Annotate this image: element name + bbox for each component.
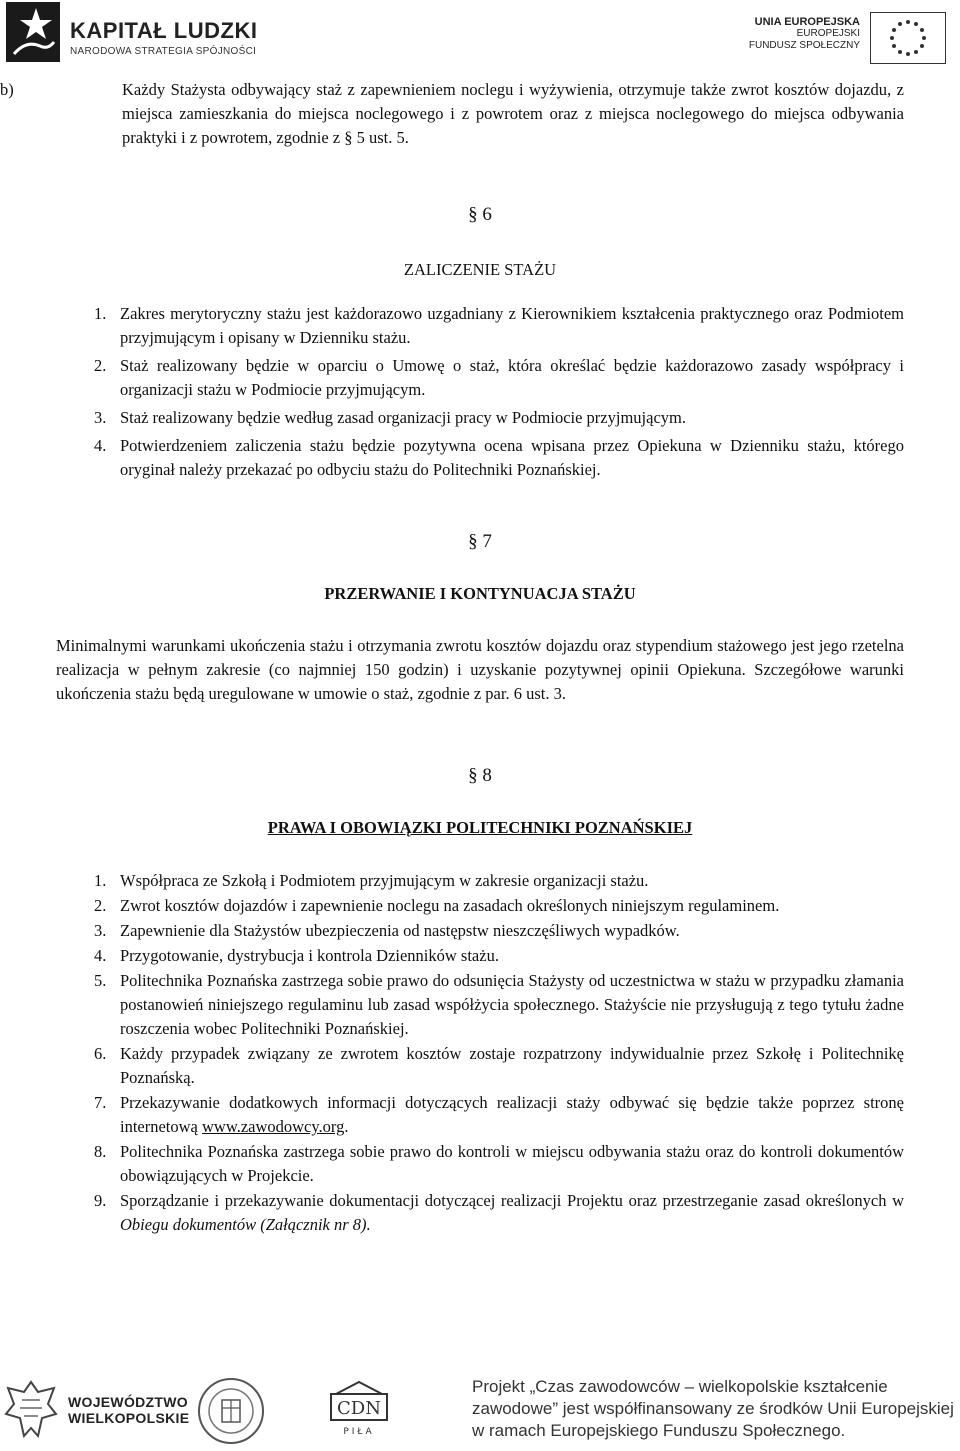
item-text: Zakres merytoryczny stażu jest każdorazowo uzgadniany z Kierownikiem kształcenia praktycznego oraz Podmiotem przyjmującym i opisany w Dzienniku stażu. <box>120 304 904 347</box>
item-number: 6. <box>94 1044 107 1063</box>
university-seal-icon <box>196 1376 266 1446</box>
section-7-text: Minimalnymi warunkami ukończenia stażu i otrzymania zwrotu kosztów dojazdu oraz stypendium stażowego jest jego rzetelna realizacja w pełnym zakresie (co najmniej 150 godzin) i uzyskanie pozytywnej opinii Opiekuna. Szczegółowe warunki ukończenia stażu będą uregulowane w umowie o staż, zgodnie z par. 6 ust. 3. <box>56 636 904 703</box>
item-text: Sporządzanie i przekazywanie dokumentacji dotyczącej realizacji Projektu oraz przestrzeganie zasad określonych w <box>120 1191 904 1210</box>
item-text: Staż realizowany będzie według zasad organizacji pracy w Podmiocie przyjmującym. <box>120 408 686 427</box>
item-text: Przygotowanie, dystrybucja i kontrola Dzienników stażu. <box>120 946 499 965</box>
item-number: 4. <box>94 436 107 455</box>
list-item <box>94 406 904 430</box>
paragraph-b-text: Każdy Stażysta odbywający staż z zapewnieniem noclegu i wyżywienia, otrzymuje także zwrot kosztów dojazdu, z miejsca zamieszkania do miejsca noclegowego i z powrotem oraz z miejsca noclegowego do miejsca odbywania praktyki i z powrotem, zgodnie z § 5 ust. 5. <box>122 80 904 147</box>
item-text: Każdy przypadek związany ze zwrotem kosztów zostaje rozpatrzony indywidualnie przez Szkołę i Politechnikę Poznańską. <box>120 1044 904 1087</box>
eu-line3: FUNDUSZ SPOŁECZNY <box>748 40 860 51</box>
cdn-logo-text: CDN <box>337 1398 381 1419</box>
item-number: 9. <box>94 1191 107 1210</box>
project-funding-text: Projekt „Czas zawodowców – wielkopolskie kształcenie zawodowe” jest współfinansowany ze środków Unii Europejskiej w ramach Europejskiego Funduszu Społecznego. <box>472 1377 954 1440</box>
item-text: Zwrot kosztów dojazdów i zapewnienie noclegu na zasadach określonych niniejszym regulaminem. <box>120 896 780 915</box>
list-item <box>94 869 904 893</box>
list-item <box>94 1042 904 1090</box>
item-text: Politechnika Poznańska zastrzega sobie prawo do odsunięcia Stażysty od uczestnictwa w stażu w przypadku złamania postanowień niniejszego regulaminu lub zasad współżycia społecznego. Stażyście nie przysługują z tego tytułu żadne roszczenia wobec Politechniki Poznańskiej. <box>120 971 904 1038</box>
eu-logo-text <box>749 16 860 52</box>
kapital-ludzki-subtitle: NARODOWA STRATEGIA SPÓJNOŚCI <box>70 46 257 57</box>
kapital-ludzki-title: KAPITAŁ LUDZKI <box>70 18 258 43</box>
item-number: 2. <box>94 896 107 915</box>
section-8-title: PRAWA I OBOWIĄZKI POLITECHNIKI POZNAŃSKIEJ <box>267 818 693 837</box>
section-7-title: PRZERWANIE I KONTYNUACJA STAŻU <box>324 584 636 603</box>
item-text: Przekazywanie dodatkowych informacji dotyczących realizacji staży odbywać się będzie także poprzez stronę internetową <box>120 1093 904 1136</box>
item-text: Politechnika Poznańska zastrzega sobie prawo do kontroli w miejscu odbywania stażu oraz do kontroli dokumentów obowiązujących w Projekcie. <box>120 1142 904 1185</box>
item-number: 1. <box>94 871 107 890</box>
paragraph-b <box>0 78 904 150</box>
eu-flag-icon <box>870 12 946 64</box>
list-item <box>94 919 904 943</box>
cdn-logo-sub: PIŁA <box>343 1427 375 1437</box>
item-text-end: . <box>344 1117 349 1136</box>
list-item <box>94 1091 904 1139</box>
section-8-list <box>94 869 904 1238</box>
zawodowcy-link[interactable]: www.zawodowcy.org <box>202 1117 345 1136</box>
item-text: Zapewnienie dla Stażystów ubezpieczenia od następstw nieszczęśliwych wypadków. <box>120 921 680 940</box>
item-number: 8. <box>94 1142 107 1161</box>
item-number: 5. <box>94 971 107 990</box>
list-item <box>94 894 904 918</box>
star-figure-icon <box>6 2 60 62</box>
kapital-ludzki-logo <box>6 2 60 62</box>
list-item <box>94 302 904 350</box>
item-text: Potwierdzeniem zaliczenia stażu będzie pozytywna ocena wpisana przez Opiekuna w Dzienniku stażu, którego oryginał należy przekazać po odbyciu stażu do Politechniki Poznańskiej. <box>120 436 904 479</box>
section-7-symbol: § 7 <box>468 531 492 552</box>
wojewodztwo-logo-text <box>68 1394 189 1426</box>
paragraph-b-label: b) <box>0 80 14 99</box>
woj-line2: WIELKOPOLSKIE <box>68 1410 190 1426</box>
section-6-title: ZALICZENIE STAŻU <box>403 260 557 279</box>
item-number: 3. <box>94 408 107 427</box>
item-text: Współpraca ze Szkołą i Podmiotem przyjmującym w zakresie organizacji stażu. <box>120 871 649 890</box>
item-number: 2. <box>94 356 107 375</box>
list-item <box>94 1140 904 1188</box>
item-text-italic: Obiegu dokumentów (Załącznik nr 8) <box>120 1215 367 1234</box>
list-item <box>94 1189 904 1237</box>
woj-line1: WOJEWÓDZTWO <box>68 1394 188 1410</box>
item-text-end: . <box>366 1215 371 1234</box>
page-footer <box>0 1370 960 1449</box>
list-item <box>94 354 904 402</box>
section-6-symbol: § 6 <box>468 204 492 225</box>
eagle-crest-icon <box>2 1378 60 1444</box>
list-item <box>94 434 904 482</box>
item-number: 4. <box>94 946 107 965</box>
item-text: Staż realizowany będzie w oparciu o Umowę o staż, która określać będzie każdorazowo zasady współpracy i organizacji stażu w Podmiocie przyjmującym. <box>120 356 904 399</box>
eu-line1: UNIA EUROPEJSKA <box>754 16 860 28</box>
item-number: 7. <box>94 1093 107 1112</box>
list-item <box>94 944 904 968</box>
list-item <box>94 969 904 1041</box>
eu-line2: EUROPEJSKI <box>796 28 860 39</box>
section-6-list <box>94 302 904 486</box>
cdn-logo <box>328 1380 390 1438</box>
item-number: 1. <box>94 304 107 323</box>
section-8-symbol: § 8 <box>468 765 492 786</box>
item-number: 3. <box>94 921 107 940</box>
page-header <box>0 0 960 70</box>
